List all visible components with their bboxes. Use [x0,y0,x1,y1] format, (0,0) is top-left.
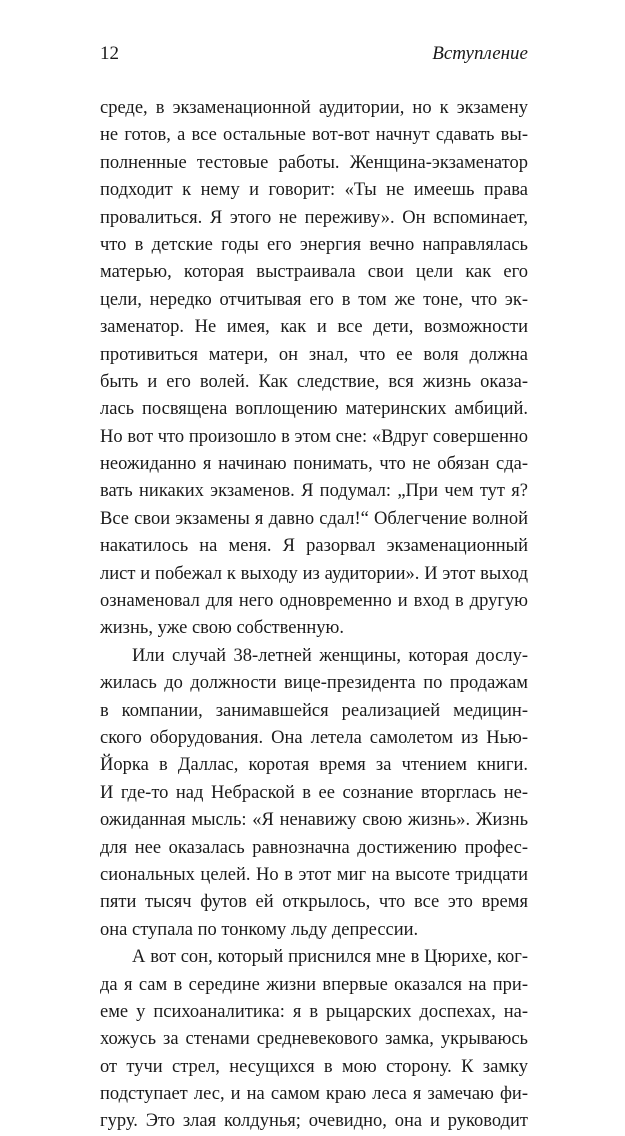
text-line: заменатор. Не имея, как и все дети, возможности [100,317,528,338]
text-line: Йорка в Даллас, коротая время за чтением книги. [100,755,528,776]
text-line: противиться матери, он знал, что ее воля должна [100,344,528,365]
text-line: она ступала по тонкому льду депрессии. [100,919,419,940]
text-line: подходит к нему и говорит: «Ты не имеешь права [100,180,528,201]
text-line: да я сам в середине жизни впервые оказался на при- [100,974,528,995]
text-line: Или случай 38-летней женщины, которая дослу- [132,645,528,666]
text-line: ского оборудования. Она летела самолетом из Нью- [100,727,528,748]
text-line: И где-то над Небраской в ее сознание вторглась не- [100,782,528,803]
text-line: цели, нередко отчитывая его в том же тоне, что эк- [100,289,528,310]
running-title: Вступление [432,43,528,64]
text-line: в компании, занимавшейся реализацией медицин- [100,700,528,721]
text-line: Но вот что произошло в этом сне: «Вдруг совершенно [100,426,528,447]
text-line: хожусь за стенами средневекового замка, укрываюсь [100,1029,528,1050]
text-line: вать никаких экзаменов. Я подумал: „При чем тут я? [100,481,528,502]
text-line: среде, в экзаменационной аудитории, но к экзамену [100,98,528,118]
text-line: лист и побежал к выходу из аудитории». И этот выход [100,563,528,584]
page-number: 12 [100,43,119,64]
text-line: А вот сон, который приснился мне в Цюрихе, ког- [132,947,528,968]
text-line: жизнь, уже свою собственную. [100,618,344,639]
text-line: ожиданная мысль: «Я ненавижу свою жизнь». Жизнь [100,810,528,831]
text-line: накатилось на меня. Я разорвал экзаменационный [100,536,528,557]
text-line: пяти тысяч футов ей открылось, что все это время [100,892,528,913]
text-line: гуру. Это злая колдунья; очевидно, она и руководит [100,1111,528,1132]
text-line: Все свои экзамены я давно сдал!“ Облегчение волной [100,508,528,529]
text-line: полненные тестовые работы. Женщина-экзаменатор [100,152,528,173]
text-line: для нее оказалась равнозначна достижению профес- [100,837,528,858]
text-line: неожиданно я начинаю понимать, что не обязан сда- [100,454,528,475]
body-text [100,95,528,1136]
text-line: не готов, а все остальные вот-вот начнут сдавать вы- [100,125,528,146]
text-line: что в детские годы его энергия вечно направлялась [100,234,528,255]
text-line: матерью, которая выстраивала свои цели как его [100,262,528,283]
text-line: жилась до должности вице-президента по продажам [100,673,528,694]
text-line: сиональных целей. Но в этот миг на высоте тридцати [100,864,528,885]
text-line: быть и его волей. Как следствие, вся жизнь оказа- [100,371,528,392]
text-line: лась посвящена воплощению материнских амбиций. [100,399,528,420]
text-line: от тучи стрел, несущихся в мою сторону. К замку [100,1056,528,1077]
text-line: провалиться. Я этого не переживу». Он вспоминает, [100,207,528,228]
text-line: еме у психоаналитика: я в рыцарских доспехах, на- [100,1001,528,1022]
page-header [100,40,528,68]
text-line: подступает лес, и на самом краю леса я замечаю фи- [100,1084,528,1105]
text-line: ознаменовал для него одновременно и вход в другую [100,591,528,612]
